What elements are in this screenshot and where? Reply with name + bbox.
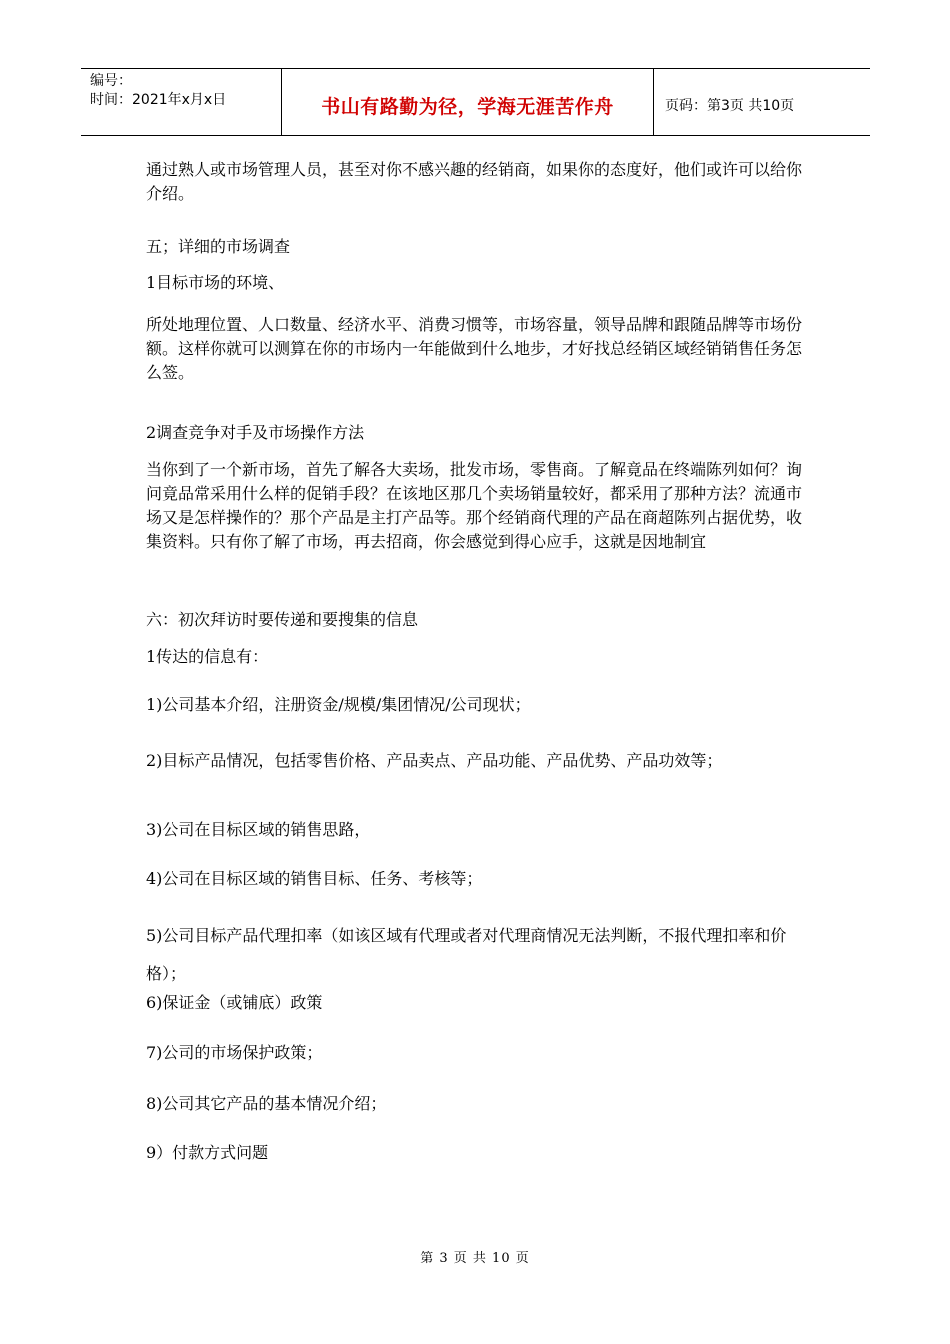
list-item: 6)保证金（或铺底）政策: [146, 993, 323, 1012]
list-item: 9）付款方式问题: [146, 1143, 269, 1162]
paragraph-market-environment: 所处地理位置、人口数量、经济水平、消费习惯等，市场容量，领导品牌和跟随品牌等市场份额。这样你就可以测算在你的市场内一年能做到什么地步，才好找总经销区域经销销售任务怎么签。: [146, 315, 803, 382]
list-item: 5)公司目标产品代理扣率（如该区域有代理或者对代理商情况无法判断，不报代理扣率和价格）；: [146, 926, 787, 983]
header-meta: [81, 69, 282, 135]
document-time-label: 时间：2021年x月x日: [90, 92, 227, 108]
list-item: 2)目标产品情况，包括零售价格、产品卖点、产品功能、产品优势、产品功效等；: [146, 751, 723, 770]
subheading-competitor-research: 2调查竞争对手及市场操作方法: [146, 423, 365, 442]
header-motto: 书山有路勤为径，学海无涯苦作舟: [321, 96, 614, 118]
header-page-info: 页码：第3页 共10页: [665, 98, 795, 114]
document-number-label: 编号：: [90, 73, 132, 89]
subheading-info-to-convey: 1传达的信息有：: [146, 647, 269, 666]
section-heading-six: 六：初次拜访时要传递和要搜集的信息: [146, 610, 419, 629]
header-motto-cell: [282, 69, 654, 135]
page-footer: 第 3 页 共 10 页: [420, 1251, 530, 1266]
paragraph-competitor-research: 当你到了一个新市场，首先了解各大卖场，批发市场，零售商。了解竟品在终端陈列如何？询问竟品常采用什么样的促销手段？在该地区那几个卖场销量较好，都采用了那种方法？流通市场又是怎样操作的？那个产品是主打产品等。那个经销商代理的产品在商超陈列占据优势，收集资料。只有你了解了市场，再去招商，你会感觉到得心应手，这就是因地制宜: [146, 460, 803, 551]
list-item: 4)公司在目标区域的销售目标、任务、考核等；: [146, 869, 483, 888]
section-heading-five: 五；详细的市场调查: [146, 237, 291, 256]
subheading-target-market: 1目标市场的环境、: [146, 273, 285, 292]
paragraph-intro: 通过熟人或市场管理人员，甚至对你不感兴趣的经销商，如果你的态度好，他们或许可以给你介绍。: [146, 160, 803, 203]
list-item: 3)公司在目标区域的销售思路，: [146, 820, 371, 839]
header-page-cell: [654, 69, 870, 135]
page-header: [81, 68, 870, 136]
list-item: 7)公司的市场保护政策；: [146, 1043, 323, 1062]
list-item: 1)公司基本介绍，注册资金/规模/集团情况/公司现状；: [146, 695, 531, 714]
list-item: 8)公司其它产品的基本情况介绍；: [146, 1094, 387, 1113]
